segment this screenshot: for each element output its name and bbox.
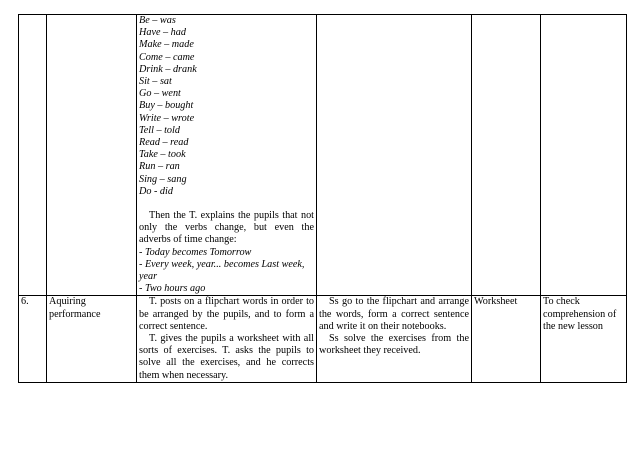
- teacher-activity-cell: [137, 15, 317, 296]
- verb-pair: Do - did: [139, 185, 173, 197]
- stage-cell: Aquiring performance: [47, 296, 137, 382]
- verb-pair: Sit – sat: [139, 76, 172, 88]
- explanation-text: Then the T. explains the pupils that not only the verbs change, but even the adverbs of time change:: [139, 210, 314, 246]
- table-row: [19, 15, 627, 296]
- verb-pair: Make – made: [139, 39, 194, 51]
- stage-cell: [47, 15, 137, 296]
- students-activity-cell: [317, 296, 472, 382]
- verb-pair: Drink – drank: [139, 63, 197, 75]
- teacher-activity-cell: [137, 296, 317, 382]
- aims-cell: [541, 15, 627, 296]
- lesson-plan-table: [18, 14, 627, 383]
- verb-pair: Run – ran: [139, 161, 180, 173]
- number-cell: 6.: [19, 296, 47, 382]
- verb-pair: Take – took: [139, 149, 186, 161]
- verb-pair: Read – read: [139, 137, 189, 149]
- verb-pair: Write – wrote: [139, 112, 195, 124]
- students-paragraph: Ss go to the flipchart and arrange the words, form a correct sentence and write it on their notebooks.: [319, 296, 469, 332]
- verb-pair: Come – came: [139, 51, 195, 63]
- spacer: [139, 198, 314, 210]
- resources-cell: [472, 15, 541, 296]
- verb-pair: Go – went: [139, 88, 181, 100]
- adverb-item: - Two hours ago: [139, 283, 206, 295]
- verb-pair: Have – had: [139, 27, 186, 39]
- verb-pair: Tell – told: [139, 124, 180, 136]
- verb-list: [139, 15, 314, 198]
- number-cell: [19, 15, 47, 296]
- verb-pair: Be – was: [139, 15, 176, 26]
- adverb-item: - Today becomes Tomorrow: [139, 246, 252, 258]
- students-activity-cell: [317, 15, 472, 296]
- resources-cell: Worksheet: [472, 296, 541, 382]
- teacher-paragraph: T. gives the pupils a worksheet with all sorts of exercises. T. asks the pupils to solve all the exercises, and he corrects them when necessary.: [139, 333, 314, 381]
- teacher-paragraph: T. posts on a flipchart words in order to be arranged by the pupils, and to form a correct sentence.: [139, 296, 314, 332]
- adverb-item: - Every week, year... becomes Last week, year: [139, 258, 305, 283]
- aims-cell: To check comprehension of the new lesson: [541, 296, 627, 382]
- adverb-list: [139, 247, 314, 296]
- verb-pair: Sing – sang: [139, 173, 187, 185]
- table-row: [19, 296, 627, 382]
- students-paragraph: Ss solve the exercises from the worksheet they received.: [319, 333, 469, 357]
- verb-pair: Buy – bought: [139, 100, 194, 112]
